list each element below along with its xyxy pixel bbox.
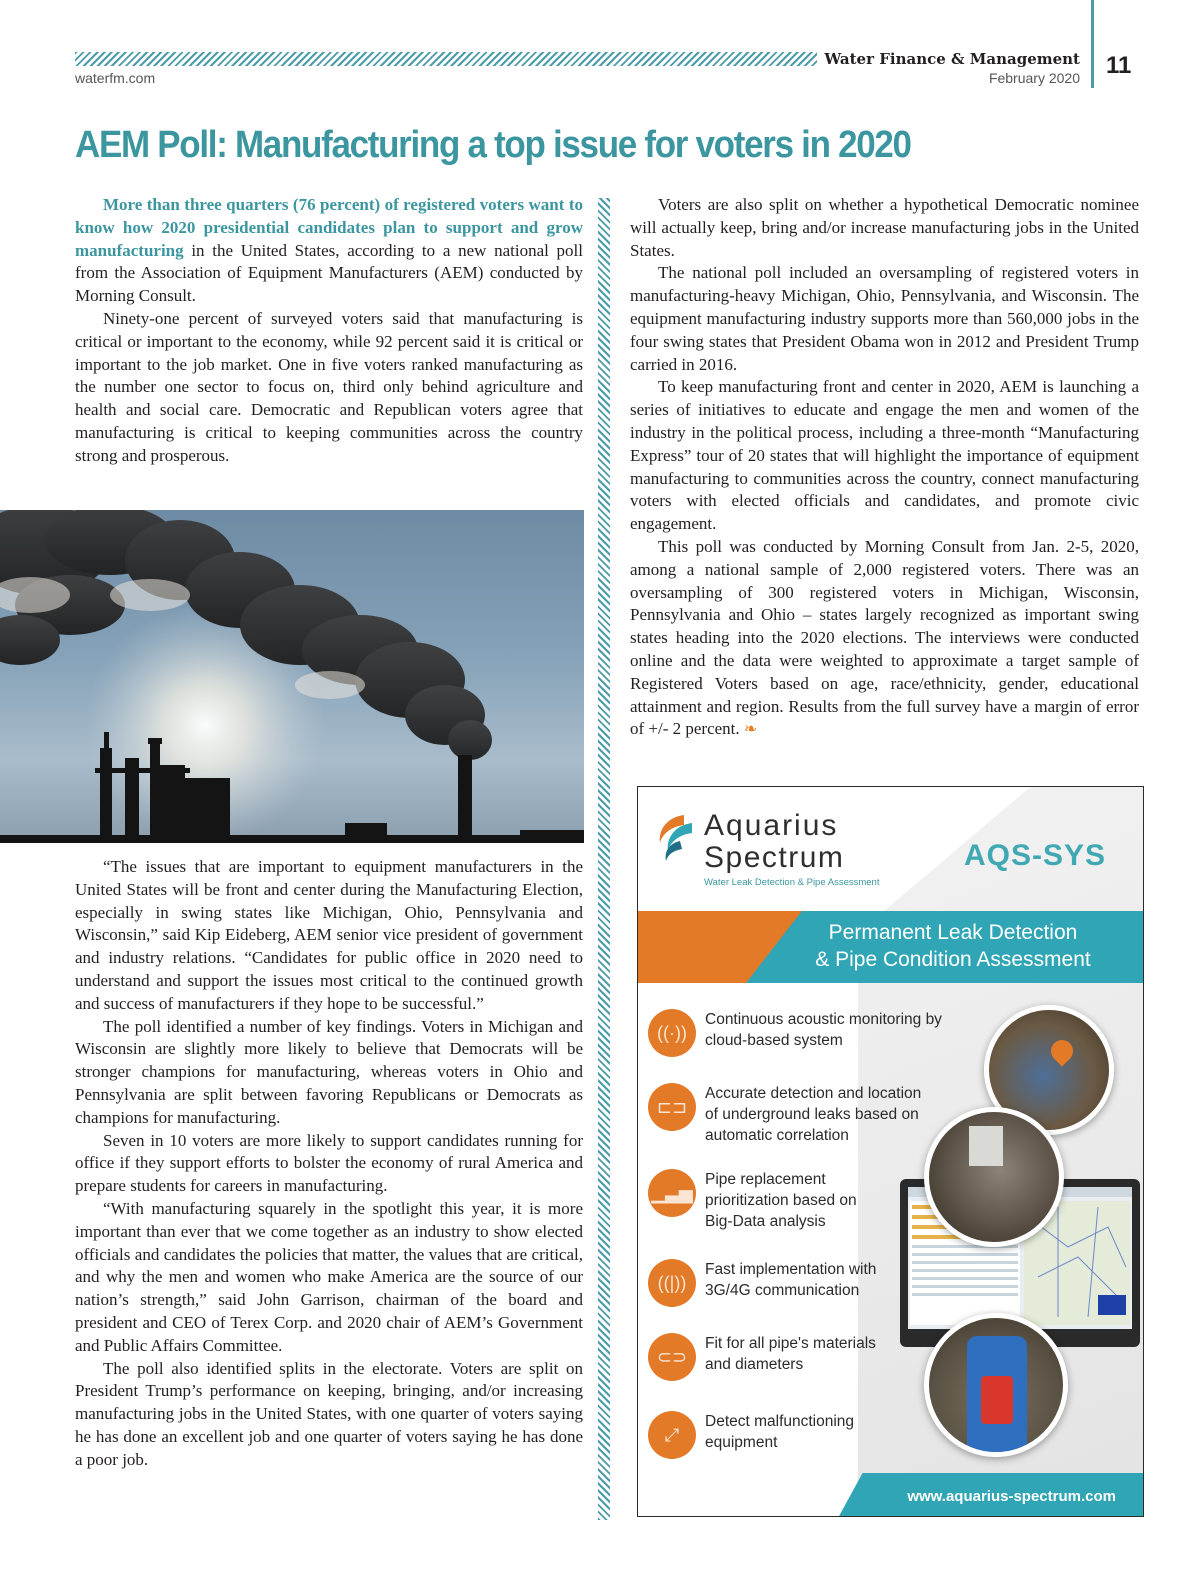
body-paragraph-10: To keep manufacturing front and center in 2020, AEM is launching a series of initiatives to educate and engage the men and women of the industry in the political process, including a three-month “Manufacturing Express” tour of 20 states that will highlight the importance of equipment manufacturing to communities across the country, connect manufacturing voters with elected officials and candidates, and promote civic engagement. [630,377,1139,534]
column-divider [598,198,610,1520]
acoustic-icon: ((·)) [648,1009,696,1057]
issue-date: February 2020 [988,70,1080,86]
ad-feature-text: Detect malfunctioning equipment [705,1413,855,1451]
lead-highlight: More than three quarters (76 percent) of registered voters want to know how 2020 presidential candidates plan to support and grow manufacturing [75,195,583,260]
ad-band-heading [788,919,1118,973]
lead-paragraph [75,194,583,308]
logo-text-aquarius: Aquarius [704,809,839,842]
right-column [630,194,1139,742]
logo-text-spectrum: Spectrum [704,841,845,874]
body-paragraph-11 [630,536,1139,742]
body-paragraph-2: Ninety-one percent of surveyed voters said that manufacturing is critical or important to the economy, while 92 percent said it is critical or important to the job market. One in five voters ranked manufacturing as the number one sector to focus on, third only behind agriculture and health and social care. Democratic and Republican voters agree that manufacturing is critical to keeping communities across the country strong and prosperous. [75,308,583,465]
ad-feature-item [638,1169,938,1229]
hydrant-photo [924,1313,1068,1457]
smokestack-photo [0,510,584,843]
aquarius-spectrum-ad[interactable] [637,786,1144,1517]
header-hatch-rule [75,52,817,66]
ad-feature-text: Fast implementation with 3G/4G communication [705,1261,877,1299]
page-number: 11 [1106,52,1132,79]
gauge-icon: ⤢ [648,1411,696,1459]
bar-chart-icon: ▁▃▅ [648,1169,696,1217]
body-paragraph-5: Seven in 10 voters are more likely to support candidates running for office if they support efforts to bolster the economy of rural America and prepare students for careers in manufacturing. [75,1130,583,1196]
body-paragraph-3: “The issues that are important to equipment manufacturers in the United States will be front and center during the Manufacturing Election, especially in swing states like Michigan, Ohio, Pennsylvania and Wisconsin,” said Kip Eideberg, AEM senior vice president of government and industry relations. “Candidates for public office in 2020 need to understand and support the issues most critical to the continued growth and success of manufacturers if they hope to be successful.” [75,857,583,1013]
ad-feature-text: Continuous acoustic monitoring by cloud-based system [705,1011,942,1049]
body-paragraph-7: The poll also identified splits in the electorate. Voters are split on President Trump’s performance on keeping, bringing, and/or increasing manufacturing jobs in the United States, with one quarter of voters saying he has done an excellent job and one quarter of voters saying he has done a poor job. [75,1358,583,1469]
ad-feature-item [638,1333,938,1393]
left-column-top [75,194,583,468]
ad-website-link[interactable]: www.aquarius-spectrum.com [907,1488,1116,1505]
end-mark-icon: ❧ [743,721,758,739]
site-url[interactable]: waterfm.com [75,70,156,86]
ad-feature-item [638,1411,938,1471]
hydrant-cap-image [981,1376,1013,1424]
sensor-box-image [969,1126,1003,1166]
body-paragraph-9: The national poll included an oversampling of registered voters in manufacturing-heavy Michigan, Ohio, Pennsylvania, and Wisconsin. The equipment manufacturing industry supports more than 560,000 jobs in the four swing states that President Obama won in 2012 and President Trump carried in 2016. [630,263,1139,374]
ad-feature-item [638,1083,938,1143]
body-paragraph-6: “With manufacturing squarely in the spotlight this year, it is more important than ever that we come together as an industry to show elected officials and candidates the policies that matter, the values that are critical, and why the men and women who make America are the source of our nation’s strength,” said John Garrison, chairman of the board and president and CEO of Terex Corp. and 2020 chair of AEM’s Government and Public Affairs Committee. [75,1198,583,1355]
ad-tagline: Water Leak Detection & Pipe Assessment [704,877,880,888]
page-number-rule [1091,0,1094,88]
pipe-icon: ⊂⊃ [648,1333,696,1381]
body-paragraph-8: Voters are also split on whether a hypothetical Democratic nominee will actually keep, bring and/or increase manufacturing jobs in the United States. [630,195,1139,260]
left-column-bottom [75,856,583,1472]
body-paragraph-4: The poll identified a number of key findings. Voters in Michigan and Wisconsin are slightly more likely to believe that Democrats will be stronger champions for manufacturing, whereas voters in Ohio and Pennsylvania are split between favoring Republicans or Democrats as champions for manufacturing. [75,1016,583,1127]
ad-feature-text: Fit for all pipe's materials and diameters [705,1335,876,1373]
excavation-photo [924,1107,1064,1247]
body-paragraph-11-text: This poll was conducted by Morning Consult from Jan. 2-5, 2020, among a national sample of 2,000 registered voters. There was an oversampling of 300 registered voters in Michigan, Wisconsin, Pennsylvania and Ohio – states largely recognized as important swing states heading into the 2020 elections. The interviews were conducted online and the data were weighted to approximate a target sample of Registered Voters based on age, race/ethnicity, gender, educational attainment and region. Results from the full survey have a margin of error of +/- 2 percent. [630,536,1139,739]
ad-band-line1: Permanent Leak Detection [828,921,1078,944]
article-headline: AEM Poll: Manufacturing a top issue for voters in 2020 [75,124,911,166]
ad-feature-text: Accurate detection and location of underground leaks based on automatic correlation [705,1085,922,1144]
ad-band-line2: & Pipe Condition Assessment [815,948,1091,971]
ad-feature-text: Pipe replacement prioritization based on Big-Data analysis [705,1171,857,1230]
pipe-leak-icon: ⊏⊐ [648,1083,696,1131]
ad-feature-item [638,1009,942,1069]
ad-product-name: AQS-SYS [964,839,1107,872]
map-pin-icon [1046,1035,1077,1066]
antenna-icon: ((|)) [648,1259,696,1307]
ad-feature-item [638,1259,938,1319]
lead-rest: in the United States, according to a new national poll from the Association of Equipment Manufacturers (AEM) conducted by Morning Consult. [75,240,583,306]
publication-name: Water Finance & Management [824,50,1080,68]
aquarius-logo-icon [654,811,700,872]
